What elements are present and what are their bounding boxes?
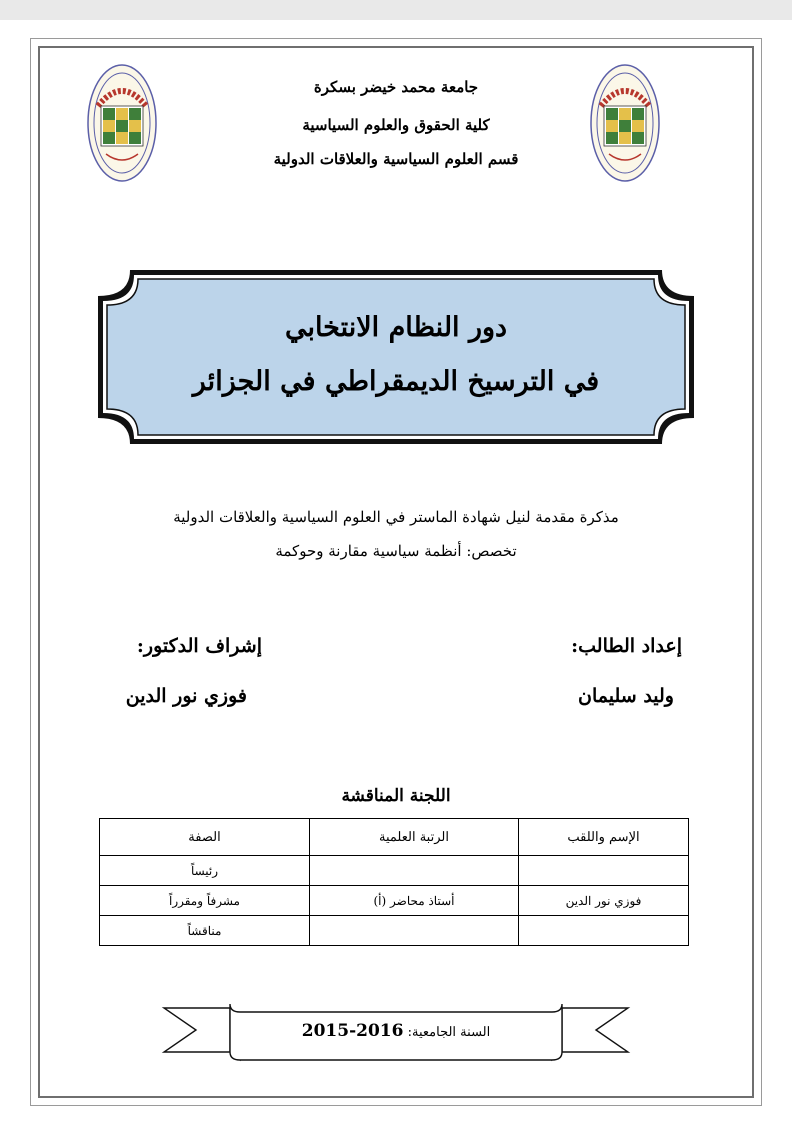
university-name: جامعة محمد خيضر بسكرة <box>313 78 479 96</box>
table-row <box>100 886 689 916</box>
member-rank-cell <box>310 916 519 946</box>
university-logo-right <box>589 62 661 184</box>
member-name-cell: فوزي نور الدين <box>519 886 689 916</box>
academic-year-banner <box>160 1000 632 1064</box>
table-row <box>100 916 689 946</box>
member-role-cell: رئيساً <box>100 856 310 886</box>
thesis-purpose: مذكرة مقدمة لنيل شهادة الماستر في العلوم السياسية والعلاقات الدولية <box>173 508 619 526</box>
column-header-rank: الرتبة العلمية <box>310 819 519 856</box>
supervisor-label: إشراف الدكتور: <box>136 635 262 657</box>
supervisor-name: فوزي نور الدين <box>125 685 247 707</box>
academic-year-label: السنة الجامعية: <box>407 1025 491 1040</box>
top-bar <box>0 0 792 20</box>
column-header-role: الصفة <box>100 819 310 856</box>
department-name: قسم العلوم السياسية والعلاقات الدولية <box>273 150 519 168</box>
member-role-cell: مشرفاً ومقرراً <box>100 886 310 916</box>
university-seal-icon <box>589 62 661 184</box>
faculty-name: كلية الحقوق والعلوم السياسية <box>302 116 490 134</box>
committee-table <box>99 818 689 946</box>
university-logo-left <box>86 62 158 184</box>
column-header-name: الإسم واللقب <box>519 819 689 856</box>
title-plaque-frame <box>94 266 698 448</box>
table-header-row <box>100 819 689 856</box>
thesis-specialty: تخصص: أنظمة سياسية مقارنة وحوكمة <box>275 542 517 560</box>
member-name-cell <box>519 916 689 946</box>
committee-title: اللجنة المناقشة <box>341 786 451 806</box>
thesis-title-line-1: دور النظام الانتخابي <box>284 312 508 343</box>
academic-year-value: 2016-2015 <box>301 1021 404 1041</box>
thesis-title-line-2: في الترسيخ الديمقراطي في الجزائر <box>192 366 600 397</box>
table-row <box>100 856 689 886</box>
member-role-cell: مناقشاً <box>100 916 310 946</box>
title-plaque <box>94 266 698 448</box>
academic-year <box>228 1021 564 1041</box>
member-rank-cell: أستاذ محاضر (أ) <box>310 886 519 916</box>
member-name-cell <box>519 856 689 886</box>
prepared-by-label: إعداد الطالب: <box>571 635 682 657</box>
student-name: وليد سليمان <box>578 685 674 707</box>
member-rank-cell <box>310 856 519 886</box>
university-seal-icon <box>86 62 158 184</box>
